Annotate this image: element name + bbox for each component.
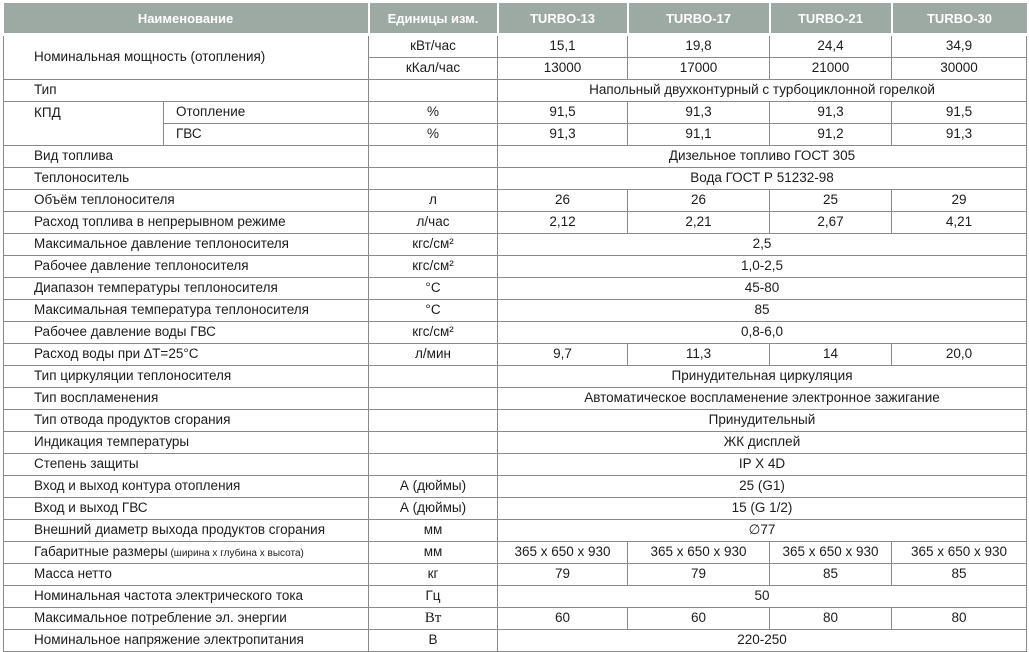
row-value-turbo-30: 4,21 bbox=[892, 212, 1027, 234]
table-row bbox=[4, 630, 1027, 652]
row-value-turbo-21: 21000 bbox=[770, 58, 892, 80]
row-label: Индикация температуры bbox=[4, 432, 369, 454]
row-label: Вход и выход ГВС bbox=[4, 498, 369, 520]
row-value-span: Автоматическое воспламенение электронное зажигание bbox=[498, 388, 1027, 410]
row-value-span: Принудительная циркуляция bbox=[498, 366, 1027, 388]
row-value-turbo-17: 91,1 bbox=[628, 124, 770, 146]
table-row bbox=[4, 586, 1027, 608]
row-unit: Гц bbox=[369, 586, 498, 608]
row-unit bbox=[369, 454, 498, 476]
row-value-turbo-17: 60 bbox=[628, 608, 770, 630]
row-value-turbo-17: 365 x 650 x 930 bbox=[628, 542, 770, 564]
column-header-turbo-13: TURBO-13 bbox=[498, 3, 628, 35]
row-unit bbox=[369, 80, 498, 102]
row-label: Масса нетто bbox=[4, 564, 369, 586]
row-unit: мм bbox=[369, 520, 498, 542]
table-row bbox=[4, 256, 1027, 278]
row-label: Габаритные размеры (ширина х глубина х высота) bbox=[4, 542, 369, 564]
column-header-turbo-17: TURBO-17 bbox=[628, 3, 770, 35]
row-value-span: 85 bbox=[498, 300, 1027, 322]
row-value-span: ∅77 bbox=[498, 520, 1027, 542]
spec-table-header bbox=[4, 3, 1027, 35]
row-value-turbo-17: 17000 bbox=[628, 58, 770, 80]
row-label: Номинальная частота электрического тока bbox=[4, 586, 369, 608]
table-row bbox=[4, 35, 1027, 58]
row-unit: А (дюймы) bbox=[369, 476, 498, 498]
row-value-turbo-17: 2,21 bbox=[628, 212, 770, 234]
row-label: КПД bbox=[4, 102, 164, 146]
table-row bbox=[4, 234, 1027, 256]
row-value-turbo-21: 24,4 bbox=[770, 35, 892, 58]
row-unit bbox=[369, 366, 498, 388]
row-unit: кгс/см² bbox=[369, 322, 498, 344]
table-row bbox=[4, 564, 1027, 586]
table-row bbox=[4, 146, 1027, 168]
column-header-units: Единицы изм. bbox=[369, 3, 498, 35]
row-label: Расход топлива в непрерывном режиме bbox=[4, 212, 369, 234]
row-label: Диапазон температуры теплоносителя bbox=[4, 278, 369, 300]
table-row bbox=[4, 102, 1027, 124]
row-value-turbo-30: 34,9 bbox=[892, 35, 1027, 58]
row-value-turbo-30: 91,3 bbox=[892, 124, 1027, 146]
header-row bbox=[4, 3, 1027, 35]
row-value-span: 50 bbox=[498, 586, 1027, 608]
row-value-turbo-13: 2,12 bbox=[498, 212, 628, 234]
row-value-turbo-30: 365 x 650 x 930 bbox=[892, 542, 1027, 564]
row-unit: мм bbox=[369, 542, 498, 564]
row-value-turbo-30: 80 bbox=[892, 608, 1027, 630]
table-row bbox=[4, 322, 1027, 344]
row-value-turbo-17: 11,3 bbox=[628, 344, 770, 366]
row-value-turbo-13: 91,3 bbox=[498, 124, 628, 146]
row-unit: кКал/час bbox=[369, 58, 498, 80]
row-value-span: 220-250 bbox=[498, 630, 1027, 652]
column-header-turbo-30: TURBO-30 bbox=[892, 3, 1027, 35]
row-unit: кВт/час bbox=[369, 35, 498, 58]
row-label: Максимальное потребление эл. энергии bbox=[4, 608, 369, 630]
table-row bbox=[4, 498, 1027, 520]
row-label: Объём теплоносителя bbox=[4, 190, 369, 212]
table-row bbox=[4, 278, 1027, 300]
row-sublabel: ГВС bbox=[164, 124, 369, 146]
row-value-span: ЖК дисплей bbox=[498, 432, 1027, 454]
row-unit: л/мин bbox=[369, 344, 498, 366]
table-row bbox=[4, 520, 1027, 542]
table-row bbox=[4, 542, 1027, 564]
row-label: Теплоноситель bbox=[4, 168, 369, 190]
row-value-turbo-30: 91,5 bbox=[892, 102, 1027, 124]
row-label: Тип отвода продуктов сгорания bbox=[4, 410, 369, 432]
row-value-turbo-30: 30000 bbox=[892, 58, 1027, 80]
row-value-span: 1,0-2,5 bbox=[498, 256, 1027, 278]
row-label: Тип циркуляции теплоносителя bbox=[4, 366, 369, 388]
row-value-turbo-13: 13000 bbox=[498, 58, 628, 80]
row-label: Тип воспламенения bbox=[4, 388, 369, 410]
row-sublabel: Отопление bbox=[164, 102, 369, 124]
row-value-turbo-21: 25 bbox=[770, 190, 892, 212]
row-label: Максимальное давление теплоносителя bbox=[4, 234, 369, 256]
row-unit bbox=[369, 432, 498, 454]
row-value-turbo-17: 19,8 bbox=[628, 35, 770, 58]
row-value-turbo-21: 2,67 bbox=[770, 212, 892, 234]
table-row bbox=[4, 388, 1027, 410]
row-unit: кг bbox=[369, 564, 498, 586]
row-value-turbo-21: 14 bbox=[770, 344, 892, 366]
row-label: Вход и выход контура отопления bbox=[4, 476, 369, 498]
row-unit: А (дюймы) bbox=[369, 498, 498, 520]
row-value-turbo-21: 91,2 bbox=[770, 124, 892, 146]
table-row bbox=[4, 344, 1027, 366]
table-row bbox=[4, 454, 1027, 476]
row-value-span: 25 (G1) bbox=[498, 476, 1027, 498]
table-row bbox=[4, 300, 1027, 322]
row-value-turbo-13: 9,7 bbox=[498, 344, 628, 366]
row-label: Рабочее давление теплоносителя bbox=[4, 256, 369, 278]
table-row bbox=[4, 608, 1027, 630]
row-value-turbo-17: 79 bbox=[628, 564, 770, 586]
row-unit: л/час bbox=[369, 212, 498, 234]
row-value-turbo-13: 91,5 bbox=[498, 102, 628, 124]
row-unit bbox=[369, 388, 498, 410]
row-label: Внешний диаметр выхода продуктов сгорания bbox=[4, 520, 369, 542]
row-unit: Вт bbox=[369, 608, 498, 630]
row-value-turbo-17: 26 bbox=[628, 190, 770, 212]
row-value-span: 45-80 bbox=[498, 278, 1027, 300]
row-unit: % bbox=[369, 102, 498, 124]
table-row bbox=[4, 190, 1027, 212]
table-row bbox=[4, 212, 1027, 234]
row-label: Расход воды при ∆Т=25°С bbox=[4, 344, 369, 366]
row-value-span: Принудительный bbox=[498, 410, 1027, 432]
row-unit bbox=[369, 410, 498, 432]
row-value-turbo-13: 15,1 bbox=[498, 35, 628, 58]
row-value-span: 0,8-6,0 bbox=[498, 322, 1027, 344]
row-value-turbo-21: 365 x 650 x 930 bbox=[770, 542, 892, 564]
row-label: Вид топлива bbox=[4, 146, 369, 168]
row-unit: В bbox=[369, 630, 498, 652]
row-value-span: Напольный двухконтурный с турбоциклонной горелкой bbox=[498, 80, 1027, 102]
row-value-turbo-13: 26 bbox=[498, 190, 628, 212]
row-value-turbo-13: 60 bbox=[498, 608, 628, 630]
row-label-note: (ширина х глубина х высота) bbox=[167, 548, 304, 560]
row-label: Максимальная температура теплоносителя bbox=[4, 300, 369, 322]
row-unit: % bbox=[369, 124, 498, 146]
row-value-span: IP X 4D bbox=[498, 454, 1027, 476]
row-value-turbo-21: 85 bbox=[770, 564, 892, 586]
row-label: Рабочее давление воды ГВС bbox=[4, 322, 369, 344]
table-row bbox=[4, 80, 1027, 102]
table-row bbox=[4, 366, 1027, 388]
row-value-span: 2,5 bbox=[498, 234, 1027, 256]
column-header-turbo-21: TURBO-21 bbox=[770, 3, 892, 35]
row-value-span: Вода ГОСТ Р 51232-98 bbox=[498, 168, 1027, 190]
row-label: Тип bbox=[4, 80, 369, 102]
spec-table-body bbox=[4, 35, 1027, 652]
table-row bbox=[4, 432, 1027, 454]
row-value-turbo-30: 20,0 bbox=[892, 344, 1027, 366]
row-label: Номинальная мощность (отопления) bbox=[4, 35, 369, 80]
row-unit: кгс/см² bbox=[369, 234, 498, 256]
row-value-turbo-30: 29 bbox=[892, 190, 1027, 212]
spec-table bbox=[3, 3, 1027, 652]
row-label: Степень защиты bbox=[4, 454, 369, 476]
row-unit bbox=[369, 168, 498, 190]
row-value-turbo-21: 80 bbox=[770, 608, 892, 630]
row-value-turbo-30: 85 bbox=[892, 564, 1027, 586]
row-unit bbox=[369, 146, 498, 168]
row-value-turbo-21: 91,3 bbox=[770, 102, 892, 124]
row-value-turbo-13: 79 bbox=[498, 564, 628, 586]
row-unit: кгс/см² bbox=[369, 256, 498, 278]
row-value-span: Дизельное топливо ГОСТ 305 bbox=[498, 146, 1027, 168]
row-unit: л bbox=[369, 190, 498, 212]
row-unit: °С bbox=[369, 300, 498, 322]
table-row bbox=[4, 410, 1027, 432]
row-value-span: 15 (G 1/2) bbox=[498, 498, 1027, 520]
table-row bbox=[4, 168, 1027, 190]
table-row bbox=[4, 476, 1027, 498]
row-label: Номинальное напряжение электропитания bbox=[4, 630, 369, 652]
row-value-turbo-13: 365 x 650 x 930 bbox=[498, 542, 628, 564]
row-value-turbo-17: 91,3 bbox=[628, 102, 770, 124]
row-unit: °С bbox=[369, 278, 498, 300]
column-header-name: Наименование bbox=[4, 3, 369, 35]
